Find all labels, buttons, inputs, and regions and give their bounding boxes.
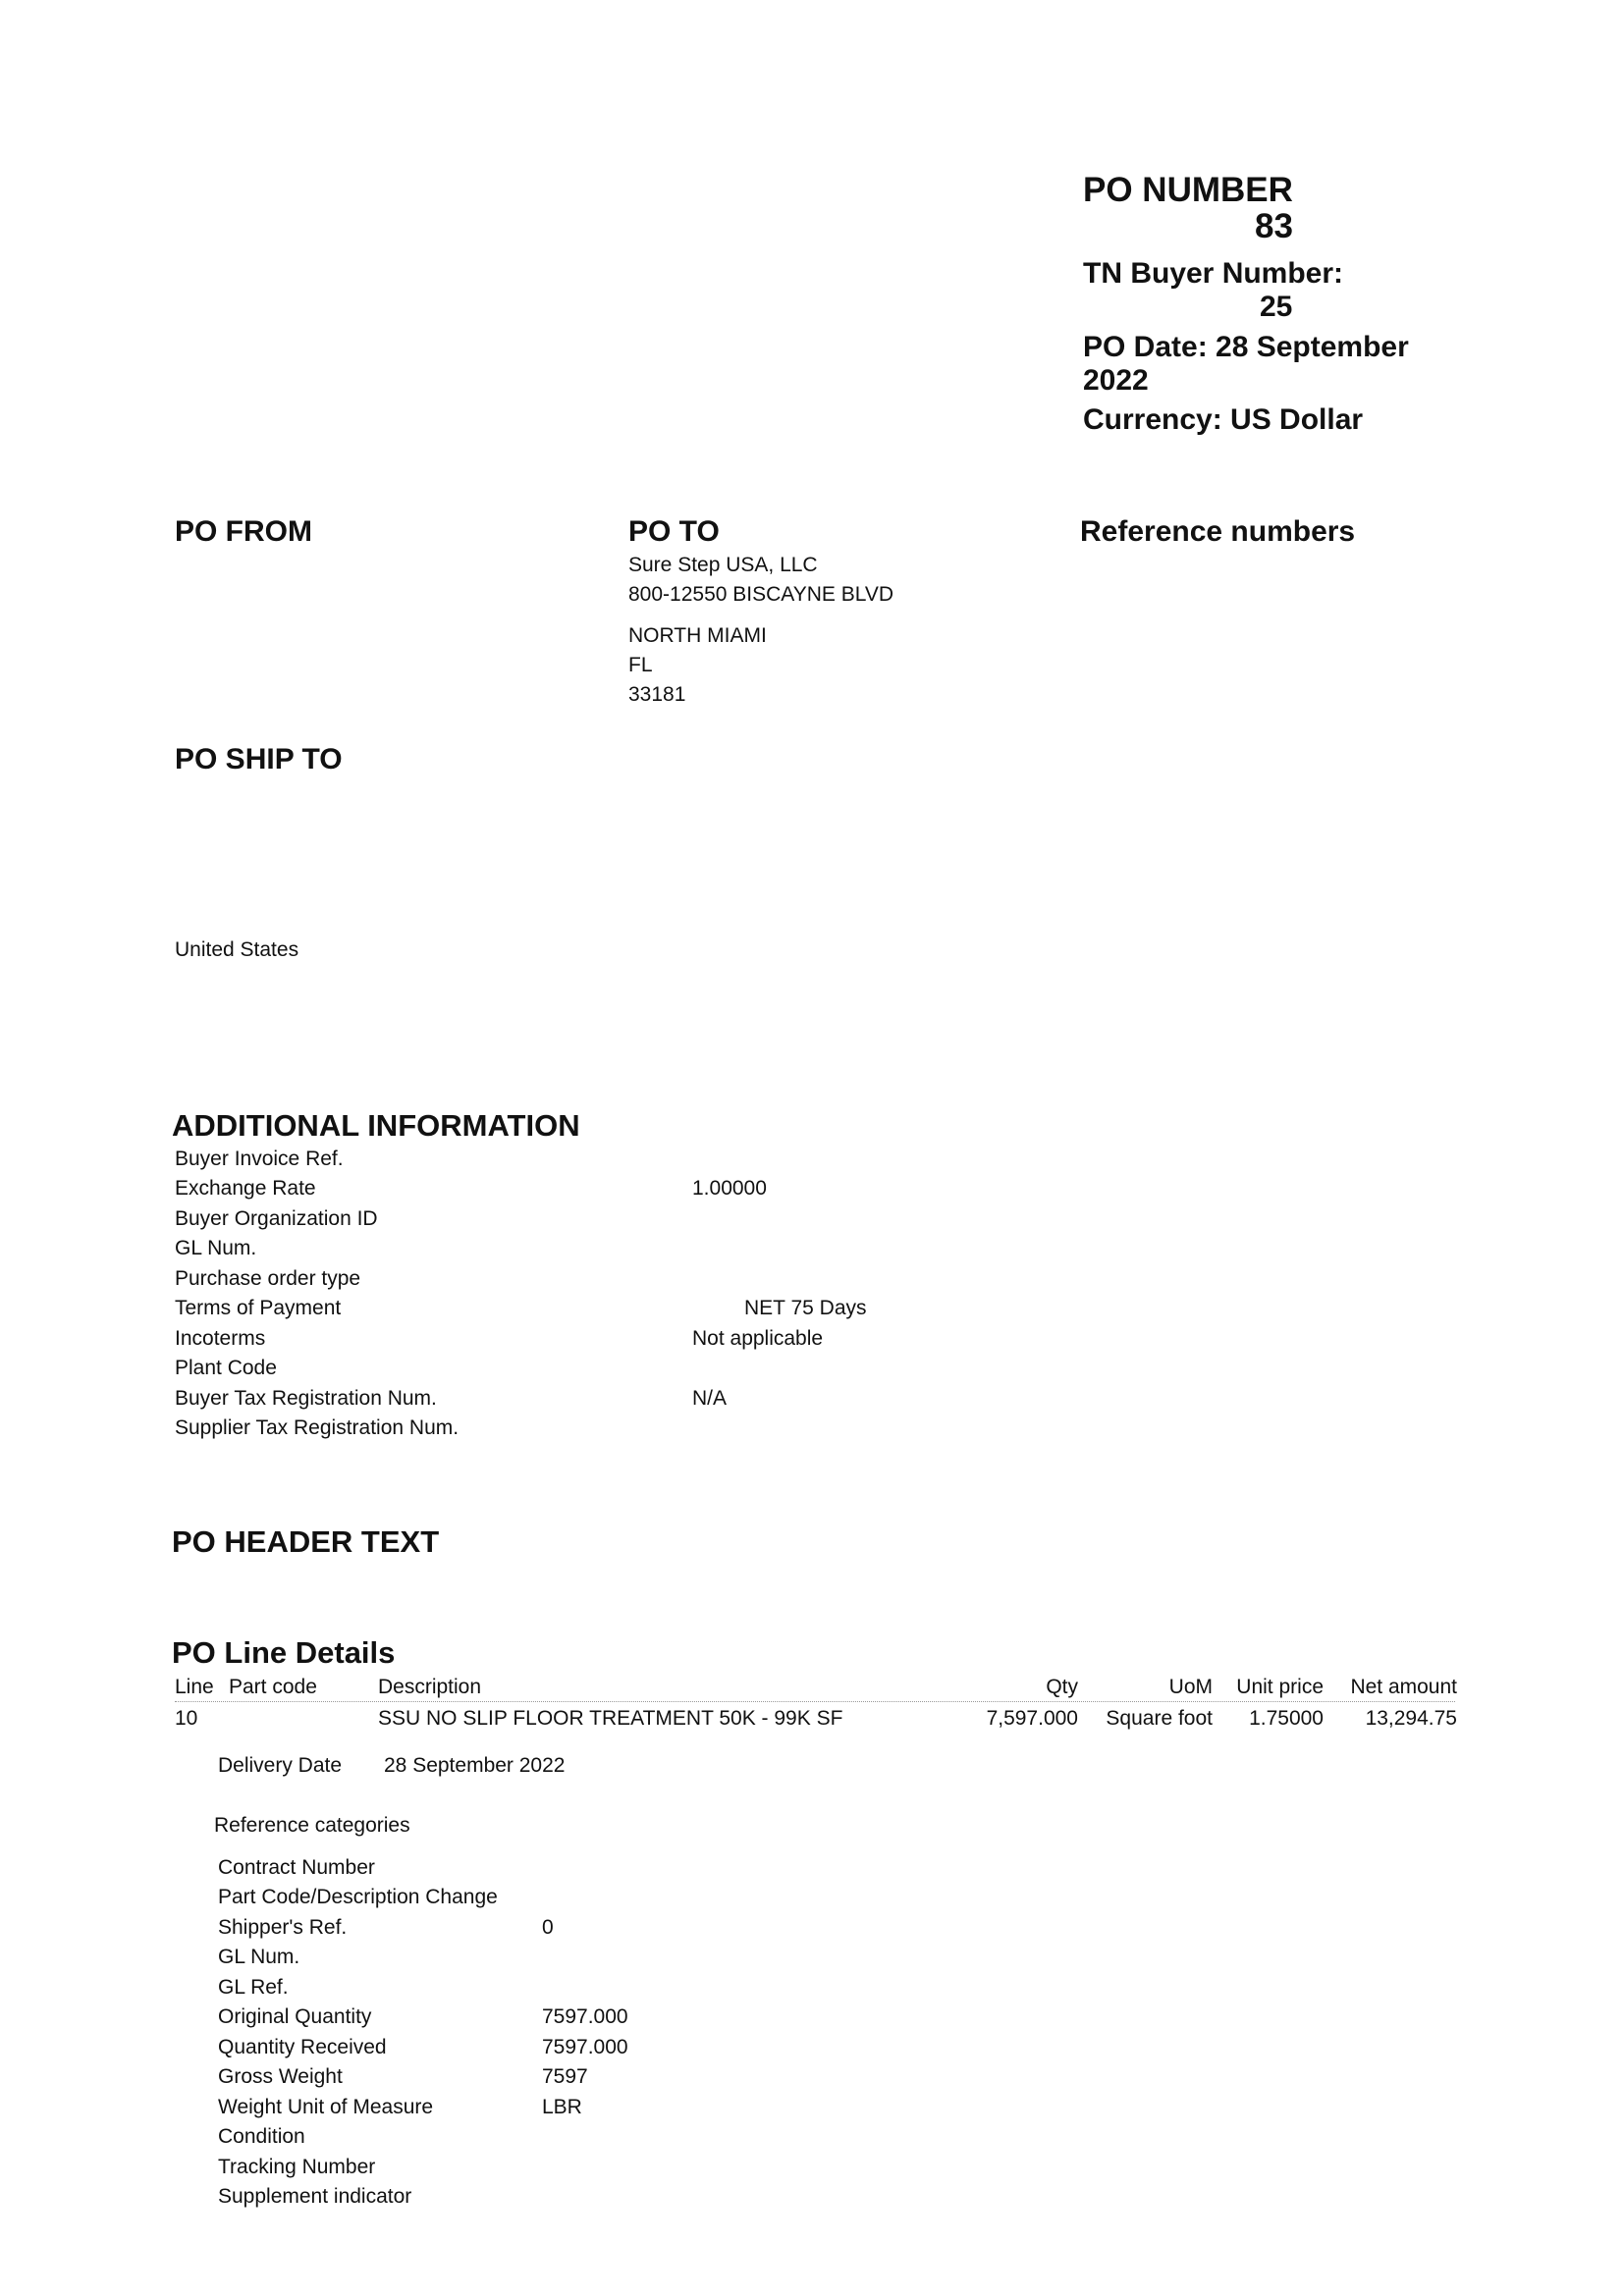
po-to-zip: 33181 [628,683,686,706]
currency: Currency: US Dollar [1083,403,1364,436]
col-header-part-code: Part code [229,1676,317,1698]
row-uom: Square foot [1106,1707,1213,1730]
col-header-line: Line [175,1676,214,1698]
ref-label: Gross Weight [218,2065,343,2088]
info-label: Terms of Payment [175,1297,342,1319]
info-value: NET 75 Days [744,1297,867,1319]
po-to-heading: PO TO [628,515,720,548]
info-label: Purchase order type [175,1267,361,1290]
ref-label: Weight Unit of Measure [218,2096,434,2118]
ref-label: GL Ref. [218,1976,289,1999]
reference-numbers-heading: Reference numbers [1080,515,1356,548]
delivery-date-value: 28 September 2022 [384,1754,566,1777]
row-qty: 7,597.000 [986,1707,1078,1730]
ref-label: Tracking Number [218,2156,376,2178]
ref-label: Quantity Received [218,2036,387,2058]
po-date-line2: 2022 [1083,364,1149,397]
po-number-label: PO NUMBER [1083,171,1293,209]
info-value: N/A [692,1387,728,1410]
po-to-street: 800-12550 BISCAYNE BLVD [628,583,894,606]
ref-value: 7597.000 [542,2005,628,2028]
col-header-qty: Qty [1046,1676,1078,1698]
delivery-date-label: Delivery Date [218,1754,343,1777]
ship-to-country: United States [175,938,299,961]
info-label: Buyer Tax Registration Num. [175,1387,437,1410]
tn-buyer-label: TN Buyer Number: [1083,257,1344,290]
po-date-line1: PO Date: 28 September [1083,331,1409,363]
po-to-city: NORTH MIAMI [628,624,767,647]
info-label: Exchange Rate [175,1177,316,1200]
row-line: 10 [175,1707,198,1730]
row-description: SSU NO SLIP FLOOR TREATMENT 50K - 99K SF [378,1707,843,1730]
ref-value: LBR [542,2096,582,2118]
info-label: Incoterms [175,1327,266,1350]
po-to-state: FL [628,654,653,676]
ref-label: Shipper's Ref. [218,1916,348,1939]
row-net-amount: 13,294.75 [1365,1707,1457,1730]
info-label: GL Num. [175,1237,257,1259]
po-line-details-heading: PO Line Details [172,1635,396,1670]
info-label: Supplier Tax Registration Num. [175,1416,460,1439]
col-header-uom: UoM [1168,1676,1213,1698]
reference-categories-heading: Reference categories [214,1814,410,1837]
info-value: Not applicable [692,1327,824,1350]
additional-info-heading: ADDITIONAL INFORMATION [172,1108,580,1143]
col-header-description: Description [378,1676,482,1698]
info-label: Plant Code [175,1357,277,1379]
info-label: Buyer Invoice Ref. [175,1148,344,1170]
tn-buyer-number: 25 [1260,291,1293,323]
row-unit-price: 1.75000 [1249,1707,1324,1730]
col-header-net-amount: Net amount [1350,1676,1457,1698]
po-ship-to-heading: PO SHIP TO [175,743,343,775]
info-value: 1.00000 [692,1177,767,1200]
ref-label: Part Code/Description Change [218,1886,498,1908]
ref-label: Condition [218,2125,305,2148]
table-header-divider [175,1701,1455,1702]
ref-value: 0 [542,1916,554,1939]
ref-label: Supplement indicator [218,2185,412,2208]
po-header-text-heading: PO HEADER TEXT [172,1524,440,1559]
po-from-heading: PO FROM [175,515,312,548]
po-to-company: Sure Step USA, LLC [628,554,818,576]
ref-label: Contract Number [218,1856,375,1879]
po-number-value: 83 [1255,207,1293,245]
ref-value: 7597.000 [542,2036,628,2058]
col-header-unit-price: Unit price [1236,1676,1324,1698]
info-label: Buyer Organization ID [175,1207,378,1230]
ref-label: Original Quantity [218,2005,372,2028]
ref-value: 7597 [542,2065,588,2088]
ref-label: GL Num. [218,1946,300,1968]
